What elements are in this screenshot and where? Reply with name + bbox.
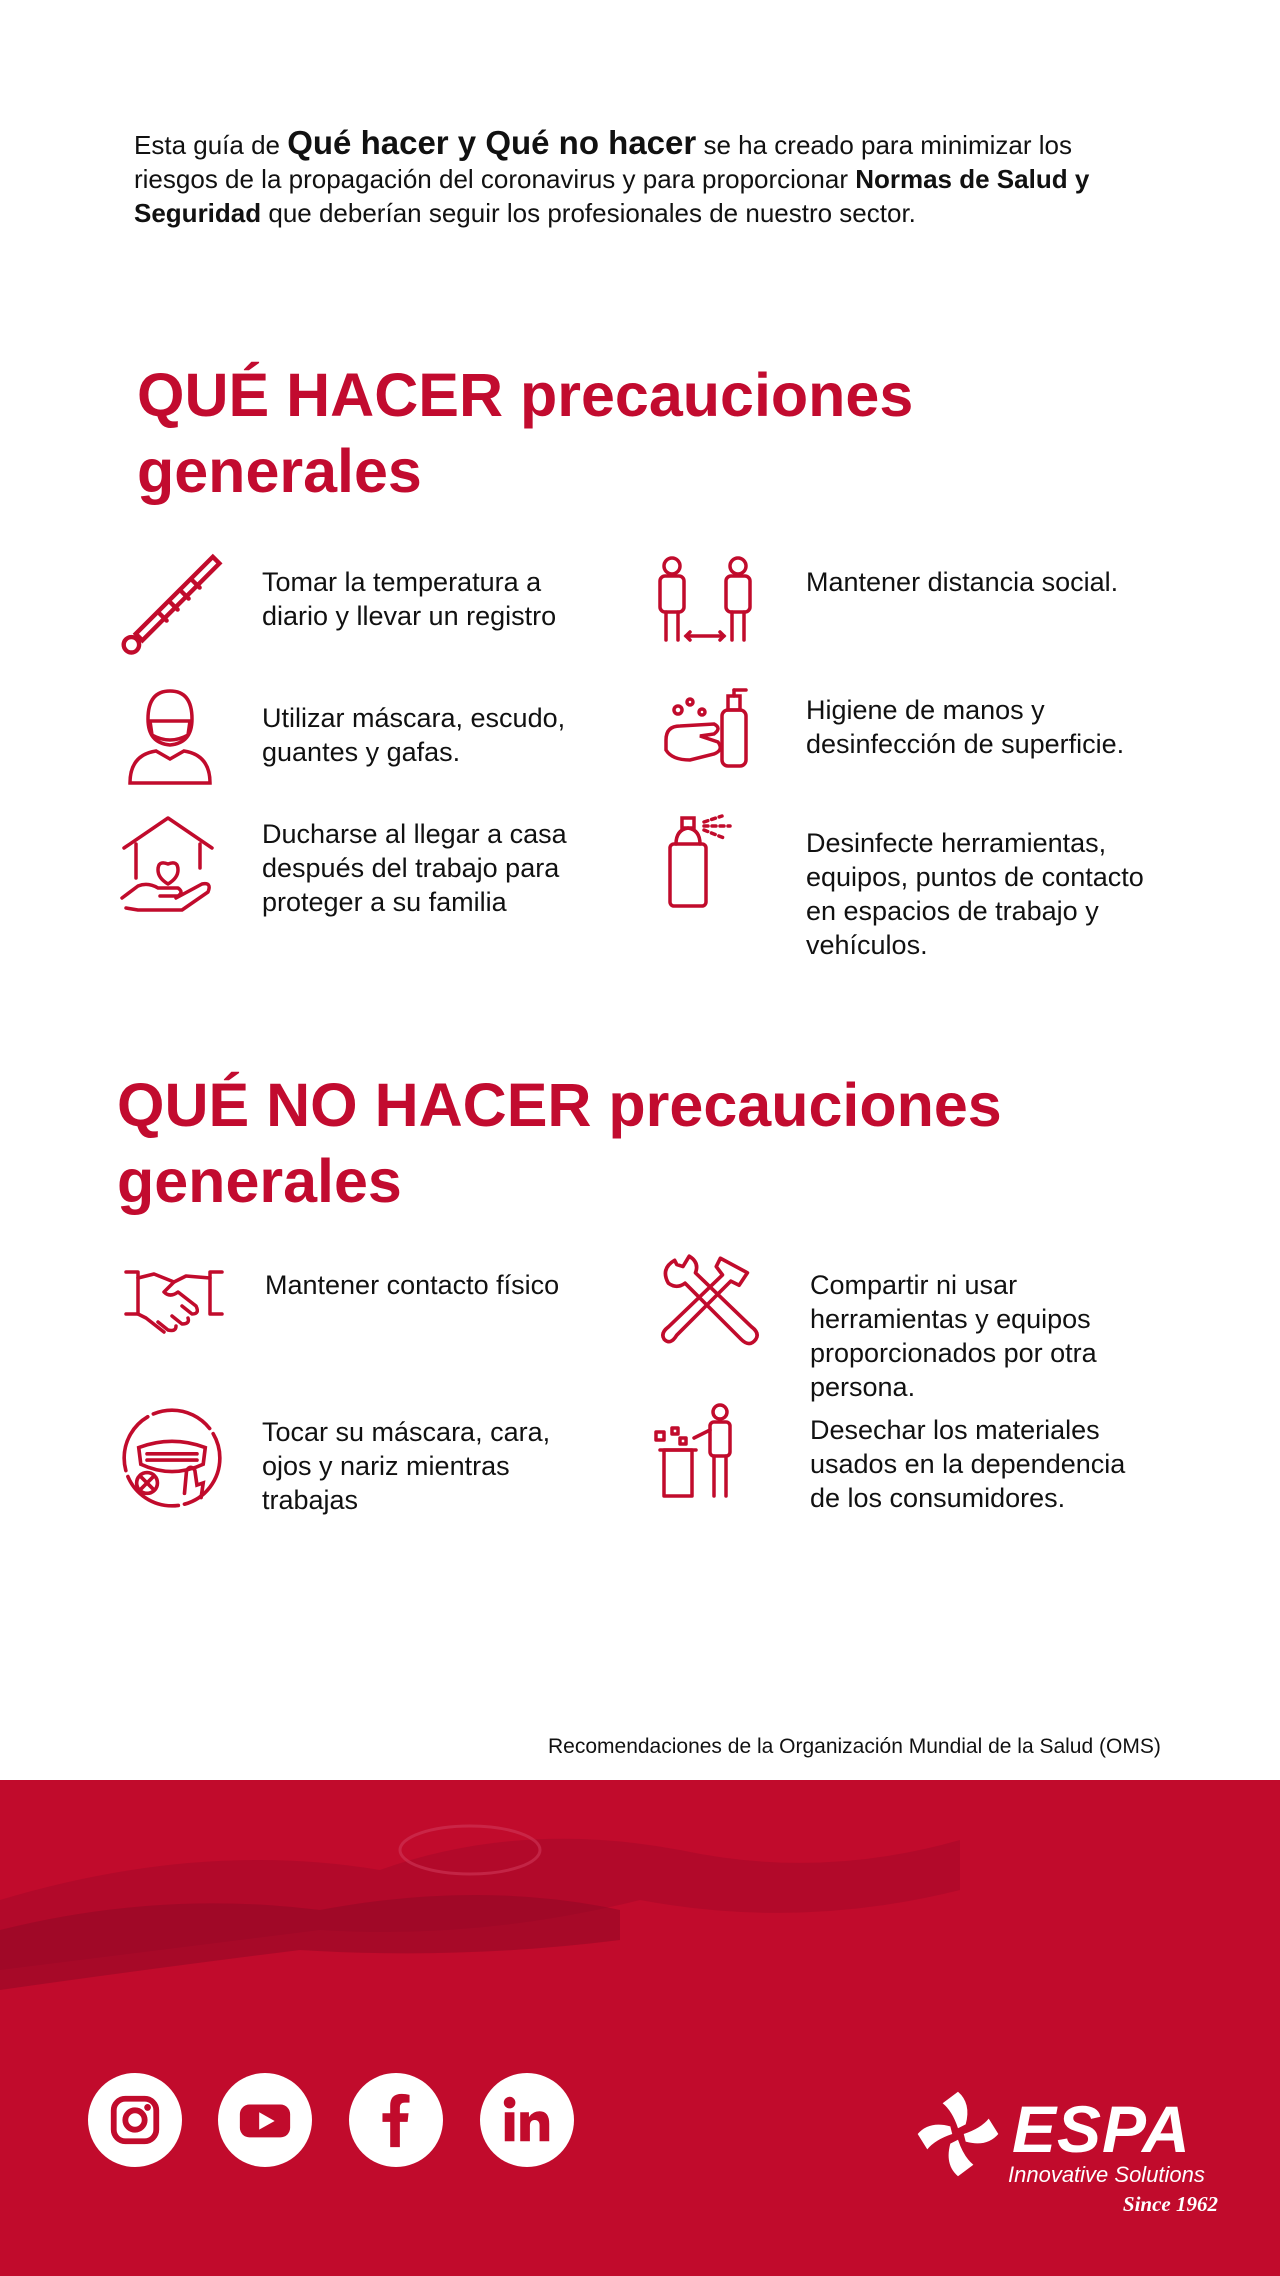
social-distance-icon <box>650 552 760 652</box>
youtube-button[interactable] <box>218 2073 312 2167</box>
intro-text-3: que deberían seguir los profesionales de nuestro sector. <box>261 198 916 228</box>
do-item-text: Mantener distancia social. <box>806 567 1119 597</box>
water-splash-decoration <box>0 1780 1280 2040</box>
facebook-button[interactable] <box>349 2073 443 2167</box>
source-note: Recomendaciones de la Organización Mundial de la Salud (OMS) <box>548 1735 1161 1758</box>
youtube-icon <box>236 2091 294 2149</box>
do-item-text: Higiene de manos y desinfección de superficie. <box>806 695 1125 759</box>
facebook-icon <box>367 2091 425 2149</box>
espa-logo-text: ESPA <box>1012 2092 1191 2166</box>
intro-bold: Normas de Salud y Seguridad <box>134 164 1090 228</box>
linkedin-icon <box>498 2091 556 2149</box>
hand-washing-icon <box>660 684 760 784</box>
do-item-text: Ducharse al llegar a casa después del trabajo para proteger a su familia <box>262 819 567 917</box>
espa-logo-mark <box>910 2086 1006 2182</box>
dont-item-text: Desechar los materiales usados en la dependencia de los consumidores. <box>810 1415 1126 1513</box>
tools-icon <box>658 1252 762 1356</box>
instagram-icon <box>106 2091 164 2149</box>
intro-text-1: Esta guía de <box>134 130 288 160</box>
linkedin-button[interactable] <box>480 2073 574 2167</box>
face-mask-person-icon <box>120 684 220 786</box>
spray-bottle-icon <box>660 806 760 910</box>
instagram-button[interactable] <box>88 2073 182 2167</box>
intro-highlight: Qué hacer y Qué no hacer <box>287 124 697 161</box>
do-item-text: Utilizar máscara, escudo, guantes y gafas. <box>262 703 566 767</box>
home-hand-icon <box>118 812 218 916</box>
dont-item-text: Tocar su máscara, cara, ojos y nariz mientras trabajas <box>262 1417 551 1515</box>
handshake-icon <box>124 1264 224 1336</box>
do-item-text: Tomar la temperatura a diario y llevar un registro <box>262 567 557 631</box>
do-section-title: QUÉ HACER precauciones generales <box>137 361 914 505</box>
disposal-worker-icon <box>650 1400 750 1504</box>
dont-item-text: Compartir ni usar herramientas y equipos proporcionados por otra persona. <box>810 1270 1097 1402</box>
thermometer-icon <box>116 548 226 658</box>
intro-text-2: se ha creado para minimizar los riesgos de la propagación del coronavirus y para proporcionar <box>134 130 1072 194</box>
dont-item-text: Mantener contacto físico <box>265 1270 560 1300</box>
espa-since: Since 1962 <box>1122 2192 1218 2216</box>
espa-tagline: Innovative Solutions <box>1008 2162 1205 2187</box>
no-touch-mask-icon <box>120 1406 224 1510</box>
dont-section-title: QUÉ NO HACER precauciones generales <box>117 1071 1002 1215</box>
do-item-text: Desinfecte herramientas, equipos, puntos de contacto en espacios de trabajo y vehículos. <box>806 828 1144 960</box>
intro-paragraph <box>134 126 1134 230</box>
